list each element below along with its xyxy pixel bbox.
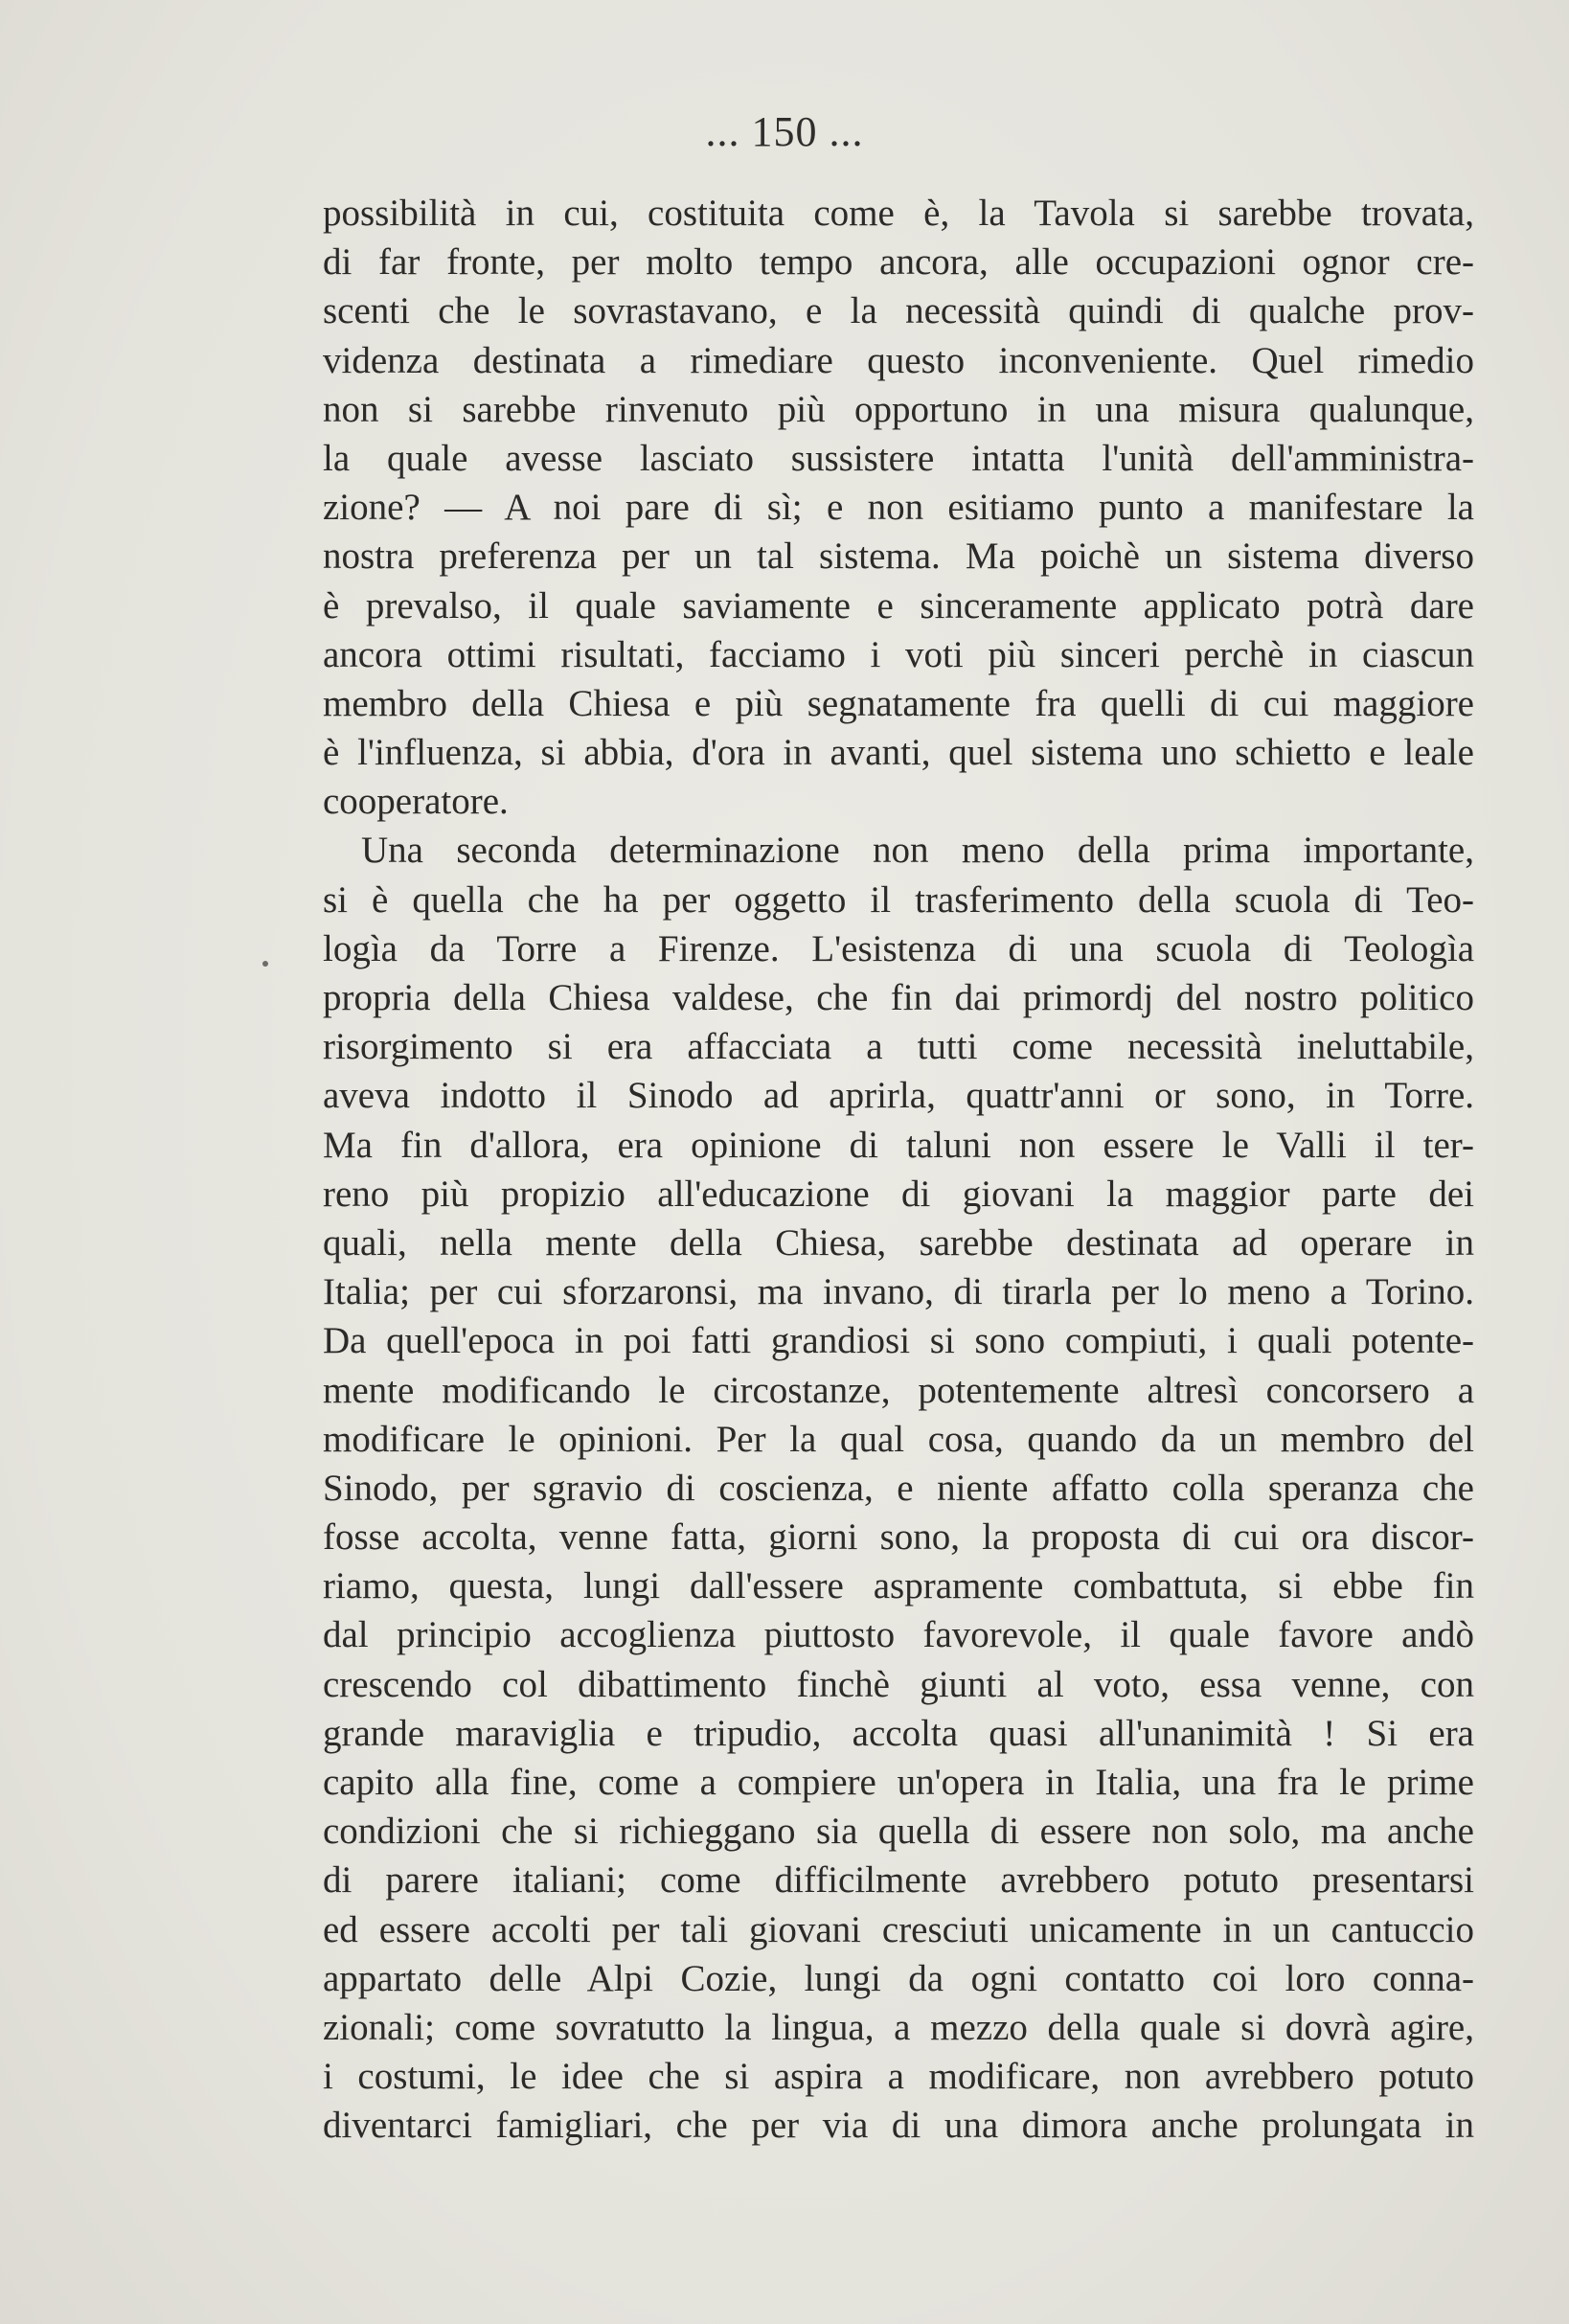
text-line: ed essere accolti per tali giovani cresciuti unicamente in un cantuccio <box>323 1908 1474 1950</box>
text-line: Italia; per cui sforzaronsi, ma invano, di tirarla per lo meno a Torino. <box>323 1271 1474 1313</box>
text-line: cooperatore. <box>323 781 509 823</box>
text-line: condizioni che si richieggano sia quella di essere non solo, ma anche <box>323 1811 1474 1853</box>
text-line: dal principio accoglienza piuttosto favorevole, il quale favore andò <box>323 1614 1474 1656</box>
text-line: non si sarebbe rinvenuto più opportuno in una misura qualunque, <box>323 388 1474 430</box>
text-line: di parere italiani; come difficilmente avrebbero potuto presentarsi <box>323 1859 1474 1902</box>
text-line: quali, nella mente della Chiesa, sarebbe destinata ad operare in <box>323 1221 1474 1264</box>
text-line: reno più propizio all'educazione di giovani la maggior parte dei <box>323 1173 1474 1215</box>
text-line: Da quell'epoca in poi fatti grandiosi si sono compiuti, i quali potente- <box>323 1320 1474 1362</box>
text-line: possibilità in cui, costituita come è, la Tavola si sarebbe trovata, <box>323 193 1474 234</box>
text-line: fosse accolta, venne fatta, giorni sono, la proposta di cui ora discor- <box>323 1516 1474 1559</box>
text-line: modificare le opinioni. Per la qual cosa, quando da un membro del <box>323 1418 1474 1460</box>
text-line: i costumi, le idee che si aspira a modificare, non avrebbero potuto <box>323 2056 1474 2098</box>
text-line: crescendo col dibattimento finchè giunti al voto, essa venne, con <box>323 1663 1474 1705</box>
text-line: è l'influenza, si abbia, d'ora in avanti, quel sistema uno schietto e leale <box>323 732 1474 774</box>
text-line: riamo, questa, lungi dall'essere aspramente combattuta, si ebbe fin <box>323 1565 1474 1607</box>
text-line: risorgimento si era affacciata a tutti come necessità ineluttabile, <box>323 1026 1474 1068</box>
text-line: logìa da Torre a Firenze. L'esistenza di una scuola di Teologìa <box>323 927 1474 969</box>
text-line: Ma fin d'allora, era opinione di taluni non essere le Valli il ter- <box>323 1124 1474 1166</box>
text-line: di far fronte, per molto tempo ancora, alle occupazioni ognor cre- <box>323 241 1474 284</box>
text-line: la quale avesse lasciato sussistere intatta l'unità dell'amministra- <box>323 437 1474 479</box>
text-line: diventarci famigliari, che per via di una dimora anche prolungata in <box>323 2105 1474 2147</box>
text-line: scenti che le sovrastavano, e la necessità quindi di qualche prov- <box>323 290 1474 332</box>
ink-speck <box>262 961 268 967</box>
text-line: nostra preferenza per un tal sistema. Ma poichè un sistema diverso <box>323 535 1474 578</box>
text-line: propria della Chiesa valdese, che fin dai primordj del nostro politico <box>323 977 1474 1018</box>
text-line: grande maraviglia e tripudio, accolta quasi all'unanimità ! Si era <box>323 1712 1474 1754</box>
text-line: si è quella che ha per oggetto il trasferimento della scuola di Teo- <box>323 878 1474 921</box>
text-line: appartato delle Alpi Cozie, lungi da ogni contatto coi loro conna- <box>323 1957 1474 1999</box>
text-line: zionali; come sovratutto la lingua, a mezzo della quale si dovrà agire, <box>323 2006 1474 2048</box>
text-line: è prevalso, il quale saviamente e sinceramente applicato potrà dare <box>323 584 1474 627</box>
text-line: mente modificando le circostanze, potentemente altresì concorsero a <box>323 1369 1474 1411</box>
text-line: ancora ottimi risultati, facciamo i voti più sinceri perchè in ciascun <box>323 633 1474 675</box>
text-line: Sinodo, per sgravio di coscienza, e niente affatto colla speranza che <box>323 1467 1474 1509</box>
text-line: zione? — A noi pare di sì; e non esitiamo punto a manifestare la <box>323 487 1474 529</box>
text-line: membro della Chiesa e più segnatamente fra quelli di cui maggiore <box>323 682 1474 724</box>
text-line: capito alla fine, come a compiere un'opera in Italia, una fra le prime <box>323 1762 1474 1803</box>
body-text <box>323 189 1474 2151</box>
text-line: Una seconda determinazione non meno della prima importante, <box>361 830 1474 872</box>
page-number: ... 150 ... <box>705 108 864 155</box>
text-line: aveva indotto il Sinodo ad aprirla, quattr'anni or sono, in Torre. <box>323 1075 1474 1117</box>
text-line: videnza destinata a rimediare questo inconveniente. Quel rimedio <box>323 339 1474 381</box>
